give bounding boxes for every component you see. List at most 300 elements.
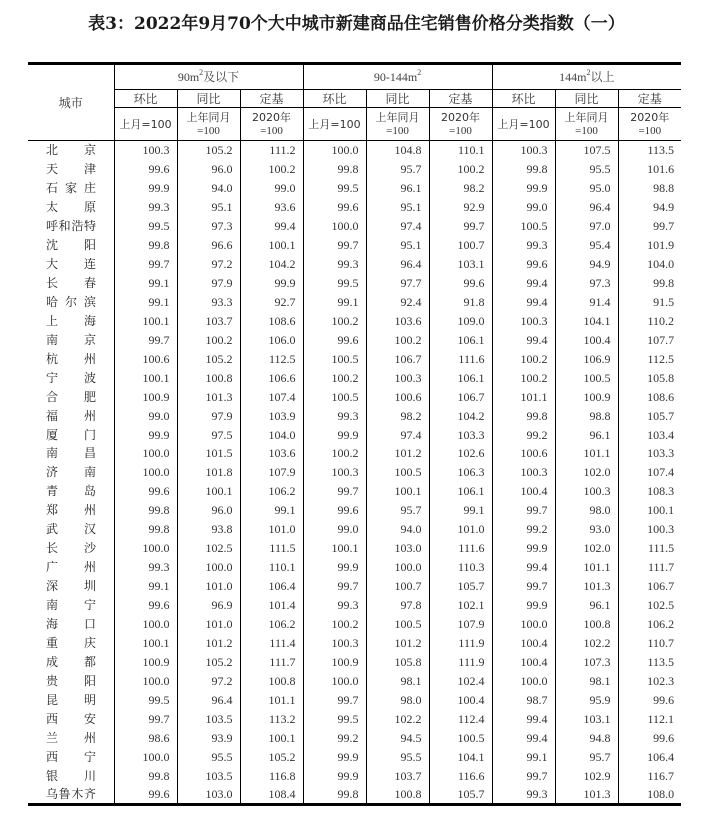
city-name: [28, 691, 114, 710]
index-value: 108.0: [618, 785, 681, 804]
index-value: 95.1: [366, 197, 429, 216]
index-value: 97.3: [555, 273, 618, 292]
index-value: 99.9: [303, 425, 366, 444]
index-value: 100.0: [492, 615, 555, 634]
index-value: 100.8: [366, 785, 429, 804]
table-row: [28, 729, 681, 748]
index-value: 99.3: [303, 254, 366, 273]
index-value: 94.0: [366, 520, 429, 539]
index-value: 99.4: [492, 729, 555, 748]
index-value: 102.2: [366, 710, 429, 729]
index-value: 100.0: [492, 672, 555, 691]
index-value: 99.8: [303, 785, 366, 804]
index-value: 99.6: [114, 596, 177, 615]
index-value: 100.4: [492, 482, 555, 501]
index-value: 100.1: [114, 368, 177, 387]
city-label: 太 原: [46, 199, 96, 214]
index-value: 107.4: [618, 463, 681, 482]
index-value: 96.6: [177, 235, 240, 254]
city-name: [28, 520, 114, 539]
index-value: 102.5: [177, 539, 240, 558]
index-value: 99.6: [618, 691, 681, 710]
city-label: 深 圳: [46, 579, 96, 594]
index-value: 96.9: [177, 596, 240, 615]
index-value: 105.7: [429, 785, 492, 804]
index-value: 100.2: [303, 615, 366, 634]
index-value: 97.0: [555, 216, 618, 235]
index-value: 96.0: [177, 501, 240, 520]
index-value: 106.7: [429, 387, 492, 406]
table-row: [28, 444, 681, 463]
index-value: 100.8: [240, 672, 303, 691]
table-row: [28, 330, 681, 349]
subheader-year-on-year: 同比: [177, 90, 240, 108]
index-value: 100.7: [366, 577, 429, 596]
table-row: [28, 406, 681, 425]
index-value: 97.5: [177, 425, 240, 444]
city-label: 兰 州: [46, 731, 96, 746]
subheader-year-on-year: 同比: [366, 90, 429, 108]
subheader-fixed-base: 定基: [429, 90, 492, 108]
index-value: 99.1: [114, 292, 177, 311]
index-value: 93.9: [177, 729, 240, 748]
index-value: 97.4: [366, 216, 429, 235]
index-value: 113.5: [618, 141, 681, 160]
base-header-fixed-base: [618, 108, 681, 141]
city-name: [28, 330, 114, 349]
index-value: 99.4: [492, 558, 555, 577]
index-value: 99.3: [114, 558, 177, 577]
index-value: 93.6: [240, 197, 303, 216]
index-value: 99.7: [492, 501, 555, 520]
city-name: [28, 141, 114, 160]
index-value: 105.8: [366, 653, 429, 672]
index-value: 97.9: [177, 406, 240, 425]
index-value: 107.4: [240, 387, 303, 406]
table-row: [28, 596, 681, 615]
index-value: 99.0: [240, 178, 303, 197]
index-value: 101.3: [177, 387, 240, 406]
index-value: 99.1: [492, 748, 555, 767]
city-label: 厦 门: [46, 427, 96, 442]
index-value: 93.3: [177, 292, 240, 311]
index-value: 99.1: [114, 273, 177, 292]
index-value: 106.2: [240, 615, 303, 634]
city-name: [28, 273, 114, 292]
index-value: 99.4: [492, 273, 555, 292]
index-value: 97.7: [366, 273, 429, 292]
city-name: [28, 235, 114, 254]
index-value: 99.1: [114, 577, 177, 596]
index-value: 101.0: [177, 615, 240, 634]
base-header-month-on-month: [303, 108, 366, 141]
index-value: 100.2: [492, 368, 555, 387]
index-value: 102.6: [429, 444, 492, 463]
index-value: 99.8: [114, 766, 177, 785]
index-value: 100.2: [303, 311, 366, 330]
table-row: [28, 653, 681, 672]
index-value: 99.8: [492, 159, 555, 178]
index-value: 100.2: [303, 444, 366, 463]
index-value: 101.8: [177, 463, 240, 482]
index-value: 102.1: [429, 596, 492, 615]
index-value: 95.1: [177, 197, 240, 216]
index-value: 103.4: [618, 425, 681, 444]
index-value: 100.6: [366, 387, 429, 406]
table-row: [28, 748, 681, 767]
index-value: 99.7: [492, 577, 555, 596]
city-label: 海 口: [46, 617, 96, 632]
index-value: 101.2: [366, 634, 429, 653]
index-value: 94.9: [555, 254, 618, 273]
index-value: 110.3: [429, 558, 492, 577]
index-value: 111.9: [429, 634, 492, 653]
index-value: 100.2: [366, 330, 429, 349]
index-value: 92.9: [429, 197, 492, 216]
index-value: 94.5: [366, 729, 429, 748]
index-value: 103.1: [555, 710, 618, 729]
index-value: 101.1: [240, 691, 303, 710]
base-line1: 上月=100: [497, 117, 550, 131]
city-name: [28, 368, 114, 387]
base-line2: =100: [638, 124, 662, 137]
index-value: 100.7: [429, 235, 492, 254]
index-value: 101.0: [177, 577, 240, 596]
index-value: 100.1: [240, 729, 303, 748]
index-value: 112.4: [429, 710, 492, 729]
index-value: 98.7: [492, 691, 555, 710]
city-name: [28, 444, 114, 463]
city-label: 长 春: [46, 275, 96, 290]
index-value: 103.1: [429, 254, 492, 273]
index-value: 99.7: [114, 710, 177, 729]
city-label: 广 州: [46, 560, 96, 575]
city-label: 南 京: [46, 332, 96, 347]
index-value: 99.0: [114, 406, 177, 425]
index-value: 91.8: [429, 292, 492, 311]
index-value: 107.9: [240, 463, 303, 482]
subheader-fixed-base: 定基: [618, 90, 681, 108]
city-label: 郑 州: [46, 503, 96, 518]
index-value: 100.1: [303, 539, 366, 558]
city-column-header: 城市: [28, 64, 114, 141]
index-value: 99.6: [114, 159, 177, 178]
base-line2: =100: [449, 124, 472, 137]
index-value: 103.9: [240, 406, 303, 425]
city-label: 呼和浩特: [46, 218, 96, 233]
city-name: [28, 596, 114, 615]
city-label: 贵 阳: [46, 674, 96, 689]
index-value: 110.2: [618, 311, 681, 330]
index-value: 111.5: [240, 539, 303, 558]
index-value: 91.5: [618, 292, 681, 311]
city-name: [28, 653, 114, 672]
index-value: 100.2: [429, 159, 492, 178]
index-value: 99.2: [303, 729, 366, 748]
index-value: 99.6: [492, 254, 555, 273]
city-label: 上 海: [46, 313, 96, 328]
index-value: 100.5: [429, 729, 492, 748]
index-value: 95.5: [366, 748, 429, 767]
index-value: 106.1: [429, 482, 492, 501]
index-value: 116.7: [618, 766, 681, 785]
index-value: 100.0: [177, 558, 240, 577]
city-label: 昆 明: [46, 693, 96, 708]
index-value: 99.6: [618, 729, 681, 748]
index-value: 100.1: [114, 311, 177, 330]
index-value: 112.5: [240, 349, 303, 368]
index-value: 111.6: [429, 349, 492, 368]
base-header-fixed-base: [429, 108, 492, 141]
table-row: [28, 710, 681, 729]
index-value: 99.9: [303, 748, 366, 767]
index-value: 111.7: [618, 558, 681, 577]
city-label: 沈 阳: [46, 237, 96, 252]
index-value: 104.0: [618, 254, 681, 273]
index-value: 94.9: [618, 197, 681, 216]
city-label: 北 京: [46, 143, 96, 158]
index-value: 100.1: [114, 634, 177, 653]
index-value: 104.8: [366, 141, 429, 160]
city-name: [28, 729, 114, 748]
city-label: 济 南: [46, 465, 96, 480]
index-value: 116.6: [429, 766, 492, 785]
index-value: 106.9: [555, 349, 618, 368]
index-value: 95.7: [555, 748, 618, 767]
city-label: 重 庆: [46, 636, 96, 651]
table-row: [28, 691, 681, 710]
index-value: 100.0: [114, 539, 177, 558]
base-line1: 2020年: [252, 110, 291, 124]
table-row: [28, 273, 681, 292]
table-row: [28, 292, 681, 311]
index-value: 103.3: [429, 425, 492, 444]
city-name: [28, 159, 114, 178]
table-row: [28, 463, 681, 482]
index-value: 100.4: [492, 634, 555, 653]
index-value: 101.2: [177, 634, 240, 653]
city-label: 青 岛: [46, 484, 96, 499]
index-value: 99.1: [240, 501, 303, 520]
index-value: 99.7: [114, 254, 177, 273]
base-line1: 上月=100: [119, 117, 172, 131]
index-value: 97.2: [177, 672, 240, 691]
index-value: 100.5: [303, 349, 366, 368]
index-value: 95.1: [366, 235, 429, 254]
index-value: 108.3: [618, 482, 681, 501]
index-value: 98.1: [555, 672, 618, 691]
index-value: 101.6: [618, 159, 681, 178]
index-value: 100.6: [114, 349, 177, 368]
index-value: 98.1: [366, 672, 429, 691]
city-name: [28, 311, 114, 330]
index-value: 99.7: [429, 216, 492, 235]
index-value: 99.5: [114, 691, 177, 710]
index-value: 99.8: [303, 159, 366, 178]
index-value: 99.6: [114, 785, 177, 804]
index-value: 101.1: [492, 387, 555, 406]
index-value: 96.4: [177, 691, 240, 710]
index-value: 98.2: [429, 178, 492, 197]
index-value: 99.8: [114, 501, 177, 520]
index-value: 96.1: [366, 178, 429, 197]
index-value: 101.0: [240, 520, 303, 539]
index-value: 99.8: [618, 273, 681, 292]
index-value: 109.0: [429, 311, 492, 330]
index-value: 95.0: [555, 178, 618, 197]
index-value: 100.1: [366, 482, 429, 501]
index-value: 111.2: [240, 141, 303, 160]
index-value: 96.4: [366, 254, 429, 273]
subheader-month-on-month: 环比: [114, 90, 177, 108]
index-value: 103.0: [366, 539, 429, 558]
index-value: 97.2: [177, 254, 240, 273]
index-value: 111.4: [240, 634, 303, 653]
table-row: [28, 387, 681, 406]
index-value: 97.3: [177, 216, 240, 235]
table-row: [28, 766, 681, 785]
index-value: 101.3: [555, 785, 618, 804]
index-value: 106.7: [366, 349, 429, 368]
index-value: 100.6: [492, 444, 555, 463]
index-value: 107.9: [429, 615, 492, 634]
index-value: 104.0: [240, 425, 303, 444]
index-value: 105.7: [618, 406, 681, 425]
table-row: [28, 520, 681, 539]
table-row: [28, 254, 681, 273]
index-value: 108.4: [240, 785, 303, 804]
index-value: 99.4: [492, 330, 555, 349]
city-label: 哈尔滨: [46, 294, 96, 309]
index-value: 99.3: [114, 197, 177, 216]
index-value: 99.3: [303, 596, 366, 615]
index-value: 99.0: [492, 197, 555, 216]
index-value: 93.8: [177, 520, 240, 539]
index-value: 103.5: [177, 710, 240, 729]
table-row: [28, 785, 681, 804]
city-label: 西 安: [46, 712, 96, 727]
index-value: 95.7: [366, 159, 429, 178]
index-value: 106.4: [240, 577, 303, 596]
index-value: 102.3: [618, 672, 681, 691]
base-header-fixed-base: [240, 108, 303, 141]
index-value: 99.4: [240, 216, 303, 235]
index-value: 105.2: [177, 653, 240, 672]
index-value: 98.8: [555, 406, 618, 425]
index-value: 110.1: [429, 141, 492, 160]
index-value: 98.8: [618, 178, 681, 197]
index-value: 105.2: [240, 748, 303, 767]
index-value: 106.2: [240, 482, 303, 501]
index-value: 99.8: [492, 406, 555, 425]
index-value: 100.2: [177, 330, 240, 349]
city-name: [28, 785, 114, 804]
index-value: 100.4: [492, 653, 555, 672]
index-value: 99.6: [303, 501, 366, 520]
index-value: 102.2: [555, 634, 618, 653]
table-row: [28, 349, 681, 368]
index-value: 107.3: [555, 653, 618, 672]
index-value: 101.3: [555, 577, 618, 596]
index-value: 99.7: [303, 577, 366, 596]
city-name: [28, 216, 114, 235]
city-name: [28, 387, 114, 406]
table-row: [28, 577, 681, 596]
index-value: 103.7: [366, 766, 429, 785]
index-value: 113.5: [618, 653, 681, 672]
group-header-medium: $90-144m^2$: [303, 64, 492, 90]
city-label: 石家庄: [46, 180, 96, 195]
index-value: 99.7: [303, 691, 366, 710]
city-label: 福 州: [46, 408, 96, 423]
index-value: 100.3: [555, 482, 618, 501]
index-value: 100.0: [114, 672, 177, 691]
index-value: 98.0: [366, 691, 429, 710]
index-value: 99.8: [114, 520, 177, 539]
index-value: 98.6: [114, 729, 177, 748]
base-header-month-on-month: [114, 108, 177, 141]
index-value: 110.7: [618, 634, 681, 653]
city-name: [28, 710, 114, 729]
city-label: 乌鲁木齐: [46, 787, 96, 802]
table-title: 表3：2022年9月70个大中城市新建商品住宅销售价格分类指数（一）: [88, 14, 625, 34]
base-line2: =100: [197, 124, 220, 137]
index-value: 99.2: [492, 520, 555, 539]
index-value: 100.4: [429, 691, 492, 710]
index-value: 99.4: [492, 292, 555, 311]
city-name: [28, 425, 114, 444]
index-value: 106.2: [618, 615, 681, 634]
base-line2: =100: [575, 124, 598, 137]
index-value: 100.9: [303, 653, 366, 672]
city-label: 银 川: [46, 768, 96, 783]
index-value: 100.2: [492, 349, 555, 368]
index-value: 100.0: [114, 444, 177, 463]
city-name: [28, 615, 114, 634]
index-value: 99.3: [492, 235, 555, 254]
index-value: 96.1: [555, 425, 618, 444]
table-row: [28, 482, 681, 501]
index-value: 100.3: [366, 368, 429, 387]
index-value: 97.4: [366, 425, 429, 444]
index-value: 99.9: [303, 766, 366, 785]
index-value: 99.7: [618, 216, 681, 235]
base-header-year-on-year: [366, 108, 429, 141]
city-name: [28, 766, 114, 785]
base-header-year-on-year: [177, 108, 240, 141]
index-value: 92.7: [240, 292, 303, 311]
index-value: 102.5: [618, 596, 681, 615]
city-label: 南 宁: [46, 598, 96, 613]
base-line1: 上年同月: [564, 110, 609, 124]
index-value: 101.2: [366, 444, 429, 463]
city-label: 合 肥: [46, 389, 96, 404]
index-value: 99.9: [303, 558, 366, 577]
index-value: 103.6: [240, 444, 303, 463]
index-value: 108.6: [240, 311, 303, 330]
table-row: [28, 615, 681, 634]
index-value: 103.3: [618, 444, 681, 463]
city-label: 宁 波: [46, 370, 96, 385]
index-value: 101.1: [555, 558, 618, 577]
index-value: 107.5: [555, 141, 618, 160]
index-value: 99.7: [303, 235, 366, 254]
index-value: 100.5: [366, 615, 429, 634]
city-label: 长 沙: [46, 541, 96, 556]
index-value: 97.8: [366, 596, 429, 615]
index-value: 91.4: [555, 292, 618, 311]
index-value: 105.7: [429, 577, 492, 596]
